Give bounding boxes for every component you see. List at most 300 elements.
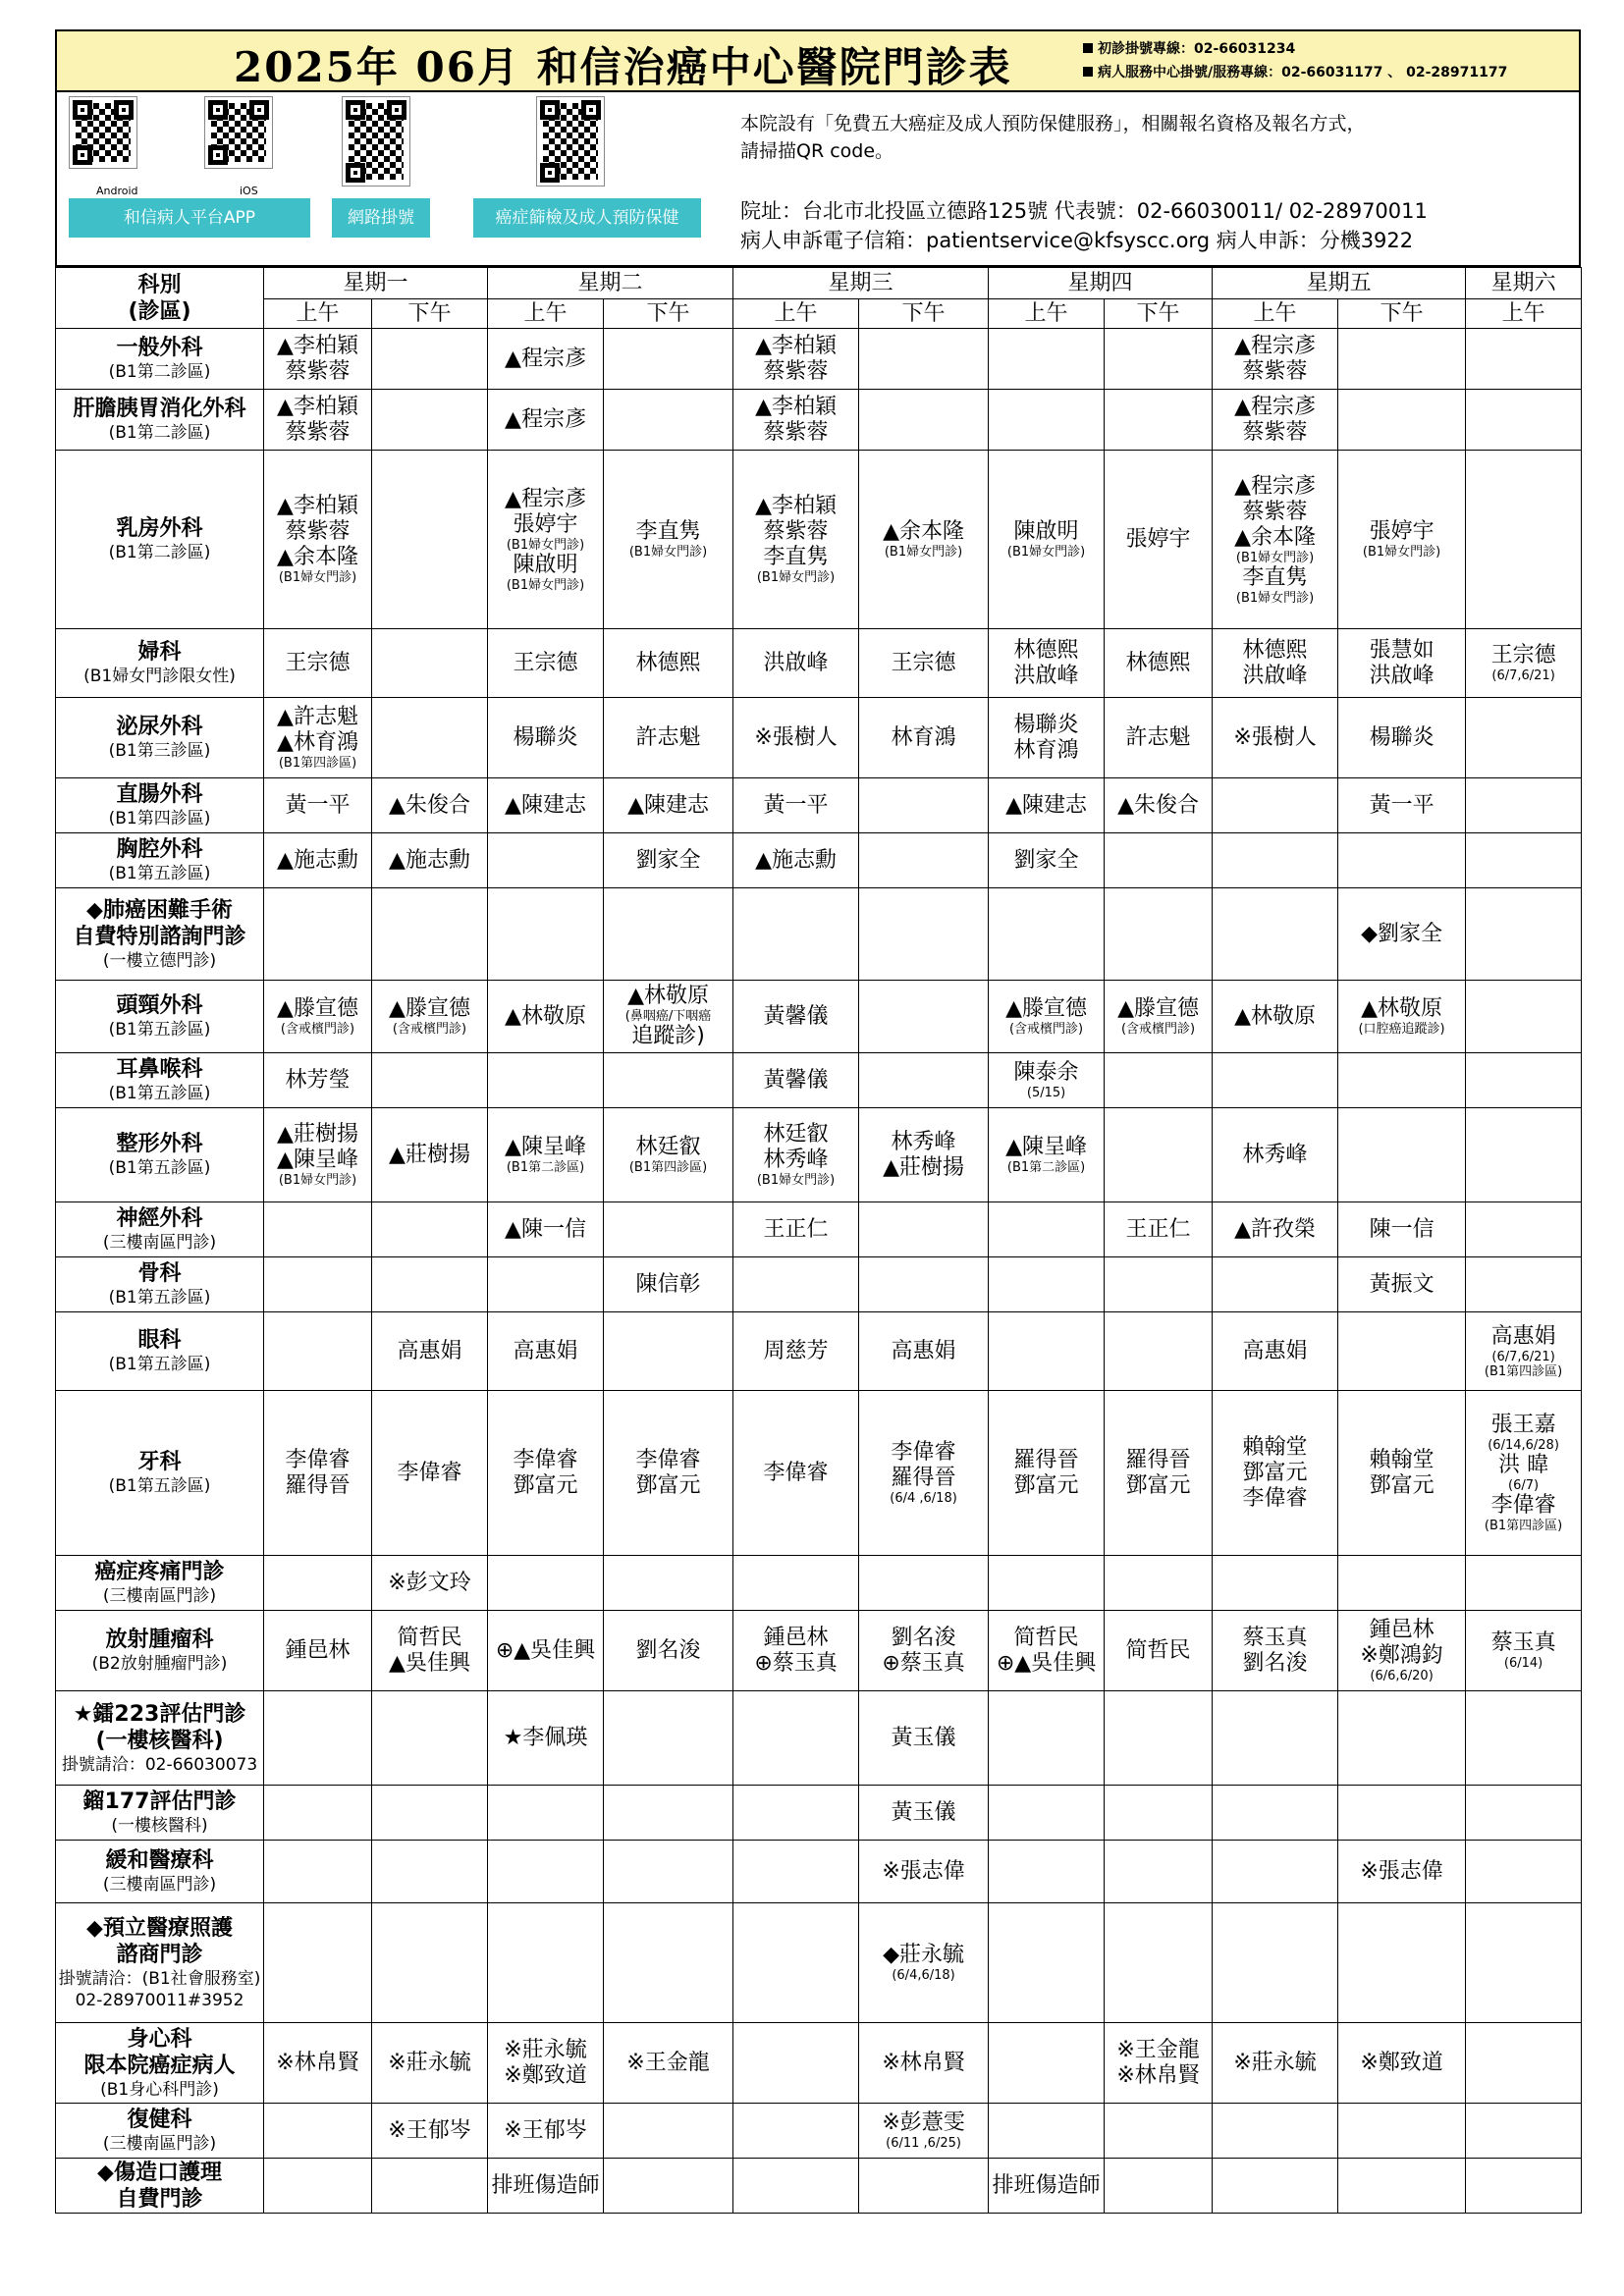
doctor-cell (1105, 778, 1213, 833)
doctor-cell (733, 390, 859, 451)
doctor-name: ★李佩瑛 (503, 1725, 588, 1750)
doctor-cell (733, 2023, 859, 2104)
doctor-cell (1105, 451, 1213, 629)
doctor-cell (264, 329, 372, 390)
schedule-row (56, 1202, 1582, 1257)
doctor-name: ▲余本隆 (277, 545, 358, 569)
square-bullet-icon (1083, 43, 1093, 53)
doctor-cell (604, 1611, 733, 1691)
doctor-name: 許志魁 (1125, 724, 1191, 750)
doctor-cell (372, 1202, 488, 1257)
doctor-cell (1213, 2023, 1338, 2104)
doctor-cell (488, 1611, 604, 1691)
doctor-cell (372, 833, 488, 888)
doctor-cell (1338, 1903, 1466, 2023)
doctor-name: 林育鴻 (1013, 737, 1079, 763)
doctor-cell (264, 629, 372, 698)
doctor-name: ▲程宗彥 (505, 486, 586, 511)
promo-text (740, 110, 1366, 165)
doctor-cell (1338, 329, 1466, 390)
dept-name: 整形外科 (116, 1132, 203, 1156)
doctor-cell (1105, 1841, 1213, 1903)
doctor-cell (372, 2023, 488, 2104)
schedule-row (56, 2159, 1582, 2214)
dept-cell (56, 1391, 264, 1556)
dept-area: (三樓南區門診) (102, 1586, 217, 1606)
dept-cell (56, 2023, 264, 2104)
doctor-name: 鄧富元 (635, 1472, 701, 1498)
doctor-cell (1466, 329, 1582, 390)
info-panel (55, 90, 1581, 267)
dept-cell (56, 1691, 264, 1786)
dept-name: 耳鼻喉科 (116, 1057, 203, 1082)
doctor-name: 李偉睿 (763, 1460, 829, 1485)
doctor-cell (1466, 2159, 1582, 2214)
dept-area: (B1第五診區) (108, 1158, 211, 1178)
clinic-note: (6/6,6/20) (1370, 1669, 1434, 1683)
doctor-cell (488, 390, 604, 451)
app-button[interactable]: 和信病人平台APP (69, 198, 310, 238)
clinic-note: (含戒檳門診) (1120, 1022, 1196, 1037)
screening-button[interactable]: 癌症篩檢及成人預防保健 (473, 198, 701, 238)
service-line: 病人服務中心掛號/服務專線：02-66031177 、 02-28971177 (1098, 65, 1508, 80)
doctor-name: ▲林敬原 (1361, 996, 1443, 1021)
doctor-cell (1105, 390, 1213, 451)
doctor-cell (1105, 1691, 1213, 1786)
doctor-name: 黃玉儀 (891, 1725, 956, 1750)
doctor-name: 鍾邑林 (1369, 1618, 1435, 1642)
doctor-name: ▲陳建志 (1005, 792, 1087, 818)
doctor-cell (488, 1841, 604, 1903)
doctor-cell (1338, 981, 1466, 1053)
clinic-note: (含戒檳門診) (1008, 1022, 1084, 1037)
doctor-cell (1213, 1611, 1338, 1691)
dept-name: 眼科 (137, 1328, 182, 1353)
doctor-cell (372, 1786, 488, 1841)
am-header: 上午 (733, 299, 859, 329)
clinic-note: (B1第四診區) (1484, 1363, 1563, 1379)
web-register-button[interactable]: 網路掛號 (332, 198, 430, 238)
doctor-name: 高惠娟 (397, 1338, 462, 1363)
clinic-note: (B1第四診區) (278, 756, 357, 771)
doctor-name: 陳信彰 (635, 1271, 701, 1297)
qr-code-screening[interactable] (536, 96, 605, 187)
email-line[interactable]: 病人申訴電子信箱：patientservice@kfsyscc.org 病人申訴：分機3922 (740, 229, 1414, 252)
clinic-note: (B1婦女門診) (628, 545, 708, 560)
doctor-name: 高惠娟 (891, 1338, 956, 1363)
clinic-note: (6/4,6/18) (892, 1968, 955, 1983)
doctor-name: ※王郁岑 (388, 2117, 471, 2143)
doctor-cell (488, 629, 604, 698)
doctor-cell (859, 1257, 989, 1312)
dept-cell (56, 2159, 264, 2214)
doctor-cell (264, 1391, 372, 1556)
doctor-cell (989, 833, 1105, 888)
doctor-name: ※張志偉 (1360, 1858, 1443, 1884)
doctor-cell (859, 778, 989, 833)
doctor-cell (989, 698, 1105, 778)
doctor-cell (264, 390, 372, 451)
doctor-cell (372, 1841, 488, 1903)
doctor-cell (859, 833, 989, 888)
doctor-cell (1105, 2159, 1213, 2214)
dept-cell (56, 1903, 264, 2023)
doctor-cell (488, 1556, 604, 1611)
doctor-name: 蔡紫蓉 (285, 519, 351, 544)
doctor-name: 林德熙 (635, 650, 701, 675)
doctor-cell (604, 1691, 733, 1786)
doctor-cell (372, 1691, 488, 1786)
doctor-cell (1213, 629, 1338, 698)
doctor-name: 蔡紫蓉 (1242, 358, 1308, 384)
session-header-row (56, 299, 1582, 329)
doctor-name: 蔡紫蓉 (285, 419, 351, 445)
doctor-name: 鄧富元 (1013, 1472, 1079, 1498)
doctor-cell (1213, 981, 1338, 1053)
doctor-name: 張婷宇 (513, 511, 578, 537)
doctor-name: ▲施志勳 (755, 847, 837, 873)
doctor-name: 楊聯炎 (513, 724, 578, 750)
doctor-name: ◆莊永毓 (883, 1943, 964, 1967)
clinic-note: (B1婦女門診) (506, 537, 585, 553)
doctor-name: 張王嘉 (1490, 1413, 1556, 1437)
doctor-cell (604, 2104, 733, 2159)
doctor-cell (1213, 888, 1338, 981)
dept-area: (三樓南區門診) (102, 1233, 217, 1253)
doctor-cell (1213, 1786, 1338, 1841)
doctor-cell (1466, 1903, 1582, 2023)
doctor-cell (604, 981, 733, 1053)
doctor-name: ▲陳呈峰 (277, 1148, 358, 1172)
doctor-name: 陳一信 (1369, 1216, 1435, 1242)
doctor-name: ▲林敬原 (505, 1003, 586, 1029)
doctor-cell (604, 390, 733, 451)
doctor-cell (372, 1903, 488, 2023)
doctor-name: 黃振文 (1369, 1271, 1435, 1297)
day-header: 星期六 (1466, 268, 1582, 299)
dept-area: (三樓南區門診) (102, 2134, 217, 2154)
doctor-cell (488, 1108, 604, 1202)
doctor-cell (372, 1108, 488, 1202)
doctor-cell (604, 2023, 733, 2104)
doctor-cell (989, 451, 1105, 629)
schedule-page (55, 29, 1581, 2263)
doctor-cell (733, 1108, 859, 1202)
doctor-cell (859, 1903, 989, 2023)
doctor-cell (989, 778, 1105, 833)
doctor-cell (859, 2104, 989, 2159)
doctor-name: ⊕▲吳佳興 (996, 1650, 1097, 1676)
doctor-name: ▲李柏穎 (277, 394, 358, 419)
doctor-cell (1338, 1786, 1466, 1841)
doctor-name: 王正仁 (1125, 1216, 1191, 1242)
doctor-cell (604, 1556, 733, 1611)
doctor-cell (733, 629, 859, 698)
dept-cell (56, 1556, 264, 1611)
dept-name: 癌症疼痛門診 (94, 1560, 225, 1584)
doctor-cell (1338, 2104, 1466, 2159)
doctor-cell (1466, 1786, 1582, 1841)
doctor-name: ▲程宗彥 (505, 406, 586, 432)
doctor-name: 李偉睿 (1242, 1485, 1308, 1511)
dept-cell (56, 778, 264, 833)
doctor-cell (604, 2159, 733, 2214)
doctor-cell (488, 778, 604, 833)
dept-area: (B1第二診區) (108, 362, 211, 382)
dept-area: (B1第五診區) (108, 1084, 211, 1103)
clinic-note: (B1婦女門診) (1235, 550, 1315, 565)
clinic-note: (B1婦女門診) (278, 570, 357, 585)
doctor-cell (604, 1903, 733, 2023)
clinic-note: (B1第四診區) (628, 1160, 708, 1175)
dept-cell (56, 1202, 264, 1257)
doctor-cell (488, 981, 604, 1053)
doctor-cell (604, 1202, 733, 1257)
dept-area: (B1第二診區) (108, 543, 211, 562)
doctor-cell (1466, 1312, 1582, 1391)
doctor-name: 蔡紫蓉 (763, 419, 829, 445)
doctor-cell (859, 2023, 989, 2104)
doctor-cell (733, 778, 859, 833)
dept-name: 限本院癌症病人 (83, 2053, 236, 2078)
doctor-name: ※鄭鴻鈞 (1360, 1643, 1443, 1668)
doctor-name: 李直隽 (763, 545, 829, 569)
doctor-cell (1213, 698, 1338, 778)
doctor-cell (989, 1556, 1105, 1611)
doctor-cell (604, 1257, 733, 1312)
doctor-name: 林育鴻 (891, 724, 956, 750)
doctor-name: 王宗德 (891, 650, 956, 675)
doctor-cell (1338, 629, 1466, 698)
dept-name: 泌尿外科 (116, 715, 203, 739)
doctor-cell (1213, 1108, 1338, 1202)
doctor-name: ▲施志勳 (277, 847, 358, 873)
doctor-cell (372, 981, 488, 1053)
doctor-name: ▲李柏穎 (277, 333, 358, 358)
qr-code-android[interactable] (69, 96, 137, 169)
doctor-name: ▲朱俊合 (389, 792, 470, 818)
clinic-note: (6/14) (1503, 1656, 1543, 1671)
doctor-cell (859, 1108, 989, 1202)
doctor-cell (1338, 2159, 1466, 2214)
doctor-cell (264, 451, 372, 629)
doctor-name: ▲程宗彥 (505, 346, 586, 371)
doctor-name: 洪啟峰 (1369, 663, 1435, 688)
doctor-name: ▲林敬原 (1234, 1003, 1317, 1029)
address-line: 院址：台北市北投區立德路125號 代表號：02-66030011/ 02-28970011 (740, 199, 1428, 223)
doctor-name: ⊕▲吳佳興 (495, 1637, 596, 1663)
doctor-cell (1466, 390, 1582, 451)
doctor-name: 蔡玉真 (1490, 1630, 1556, 1655)
doctor-cell (604, 1312, 733, 1391)
doctor-name: 蔡紫蓉 (763, 519, 829, 544)
doctor-name: 蔡紫蓉 (763, 358, 829, 384)
doctor-cell (1338, 1611, 1466, 1691)
doctor-name: 許志魁 (635, 724, 701, 750)
schedule-row (56, 1391, 1582, 1556)
doctor-name: 简哲民 (1125, 1637, 1191, 1663)
dept-name: ◆預立醫療照護 (86, 1915, 233, 1941)
doctor-cell (989, 1257, 1105, 1312)
doctor-cell (1466, 451, 1582, 629)
clinic-note: (6/7) (1508, 1478, 1540, 1493)
doctor-cell (264, 981, 372, 1053)
doctor-cell (264, 778, 372, 833)
doctor-name: 羅得晉 (1125, 1447, 1191, 1472)
doctor-name: ▲余本隆 (1234, 524, 1317, 550)
doctor-name: ◆劉家全 (1361, 921, 1443, 946)
doctor-name: ※莊永毓 (388, 2050, 471, 2075)
doctor-cell (1213, 1903, 1338, 2023)
doctor-cell (1105, 1053, 1213, 1108)
doctor-cell (604, 1786, 733, 1841)
doctor-cell (733, 2159, 859, 2214)
doctor-cell (488, 451, 604, 629)
dept-name: ★鐳223評估門診 (73, 1701, 246, 1727)
doctor-cell (989, 1312, 1105, 1391)
doctor-cell (488, 833, 604, 888)
doctor-cell (1338, 1312, 1466, 1391)
dept-area: (一樓立德門診) (102, 950, 217, 971)
doctor-cell (1338, 1108, 1466, 1202)
doctor-cell (264, 1691, 372, 1786)
doctor-name: ▲程宗彥 (1234, 473, 1317, 499)
doctor-cell (372, 698, 488, 778)
doctor-cell (1213, 2104, 1338, 2159)
doctor-cell (859, 698, 989, 778)
doctor-cell (989, 329, 1105, 390)
doctor-cell (1466, 1691, 1582, 1786)
dept-cell (56, 629, 264, 698)
dept-name: ◆肺癌困難手術 (86, 897, 233, 923)
doctor-name: 李偉睿 (635, 1447, 701, 1472)
doctor-cell (1105, 1556, 1213, 1611)
schedule-row (56, 1257, 1582, 1312)
dept-cell (56, 451, 264, 629)
doctor-cell (1338, 451, 1466, 629)
qr-code-web[interactable] (342, 96, 410, 187)
doctor-cell (859, 1053, 989, 1108)
doctor-name: 張婷宇 (1369, 519, 1435, 544)
schedule-row (56, 1903, 1582, 2023)
clinic-note: (B1婦女門診) (884, 545, 963, 560)
doctor-cell (488, 1691, 604, 1786)
doctor-cell (859, 329, 989, 390)
doctor-cell (733, 1202, 859, 1257)
doctor-cell (733, 1903, 859, 2023)
doctor-cell (264, 1786, 372, 1841)
doctor-cell (372, 888, 488, 981)
schedule-row (56, 1611, 1582, 1691)
doctor-name: 高惠娟 (1490, 1323, 1556, 1349)
schedule-row (56, 1556, 1582, 1611)
dept-name: 一般外科 (116, 336, 203, 360)
doctor-cell (1338, 2023, 1466, 2104)
dept-name: 鎦177評估門診 (82, 1789, 237, 1814)
doctor-cell (1466, 981, 1582, 1053)
doctor-name: ※莊永毓 (1233, 2050, 1317, 2075)
doctor-cell (1466, 1391, 1582, 1556)
dept-name: 自費特別諮詢門診 (73, 924, 246, 949)
dept-area: 掛號請洽：(B1社會服務室) 02-28970011#3952 (58, 1968, 261, 2010)
dept-name: (一樓核醫科) (95, 1728, 224, 1753)
doctor-cell (1105, 629, 1213, 698)
doctor-name: 林芳瑩 (285, 1067, 351, 1093)
doctor-cell (372, 2159, 488, 2214)
doctor-cell (604, 629, 733, 698)
doctor-name: ▲吳佳興 (389, 1650, 470, 1676)
doctor-name: 李偉睿 (513, 1447, 578, 1472)
doctor-name: 林德熙 (1013, 637, 1079, 663)
dept-name: 自費門診 (116, 2186, 203, 2212)
doctor-cell (264, 1611, 372, 1691)
doctor-cell (859, 390, 989, 451)
doctor-cell (1213, 1312, 1338, 1391)
doctor-cell (1105, 1786, 1213, 1841)
doctor-cell (859, 981, 989, 1053)
doctor-name: ※王金龍 (626, 2050, 710, 2075)
doctor-cell (264, 833, 372, 888)
doctor-cell (859, 1202, 989, 1257)
dept-name: 牙科 (137, 1450, 182, 1474)
doctor-name: 林秀峰 (1242, 1142, 1308, 1167)
square-bullet-icon (1083, 67, 1093, 77)
schedule-row (56, 1108, 1582, 1202)
doctor-cell (1105, 833, 1213, 888)
schedule-row (56, 451, 1582, 629)
dept-cell (56, 1611, 264, 1691)
doctor-cell (1105, 888, 1213, 981)
schedule-row (56, 1053, 1582, 1108)
doctor-name: 洪 暐 (1498, 1453, 1549, 1477)
doctor-name: 王正仁 (763, 1216, 829, 1242)
clinic-note: (B1婦女門診) (1235, 590, 1315, 606)
dept-cell (56, 1312, 264, 1391)
doctor-cell (1213, 833, 1338, 888)
doctor-cell (1213, 1053, 1338, 1108)
doctor-cell (1105, 1903, 1213, 2023)
day-header: 星期四 (989, 268, 1213, 299)
doctor-cell (604, 1053, 733, 1108)
dept-area: 掛號請洽：02-66030073 (61, 1754, 258, 1775)
dept-cell (56, 1108, 264, 1202)
doctor-cell (1213, 778, 1338, 833)
doctor-name: ▲陳建志 (627, 792, 709, 818)
qr-code-ios[interactable] (204, 96, 273, 169)
clinic-note: (B1第二診區) (1006, 1160, 1086, 1175)
schedule-row (56, 698, 1582, 778)
doctor-cell (372, 1053, 488, 1108)
doctor-name: ▲林育鴻 (277, 730, 358, 755)
doctor-name: 陳泰余 (1013, 1060, 1079, 1085)
doctor-name: 简哲民 (1013, 1625, 1079, 1650)
doctor-cell (264, 1108, 372, 1202)
dept-name: 直腸外科 (116, 782, 203, 807)
doctor-cell (1466, 778, 1582, 833)
doctor-cell (372, 1611, 488, 1691)
doctor-cell (989, 1903, 1105, 2023)
doctor-cell (488, 888, 604, 981)
doctor-name: 楊聯炎 (1369, 724, 1435, 750)
dept-name: 婦科 (137, 640, 182, 665)
doctor-cell (733, 888, 859, 981)
doctor-cell (859, 2159, 989, 2214)
dept-name: 神經外科 (116, 1206, 203, 1231)
doctor-cell (604, 778, 733, 833)
doctor-cell (488, 1053, 604, 1108)
doctor-cell (859, 1841, 989, 1903)
doctor-name: 劉家全 (635, 847, 701, 873)
